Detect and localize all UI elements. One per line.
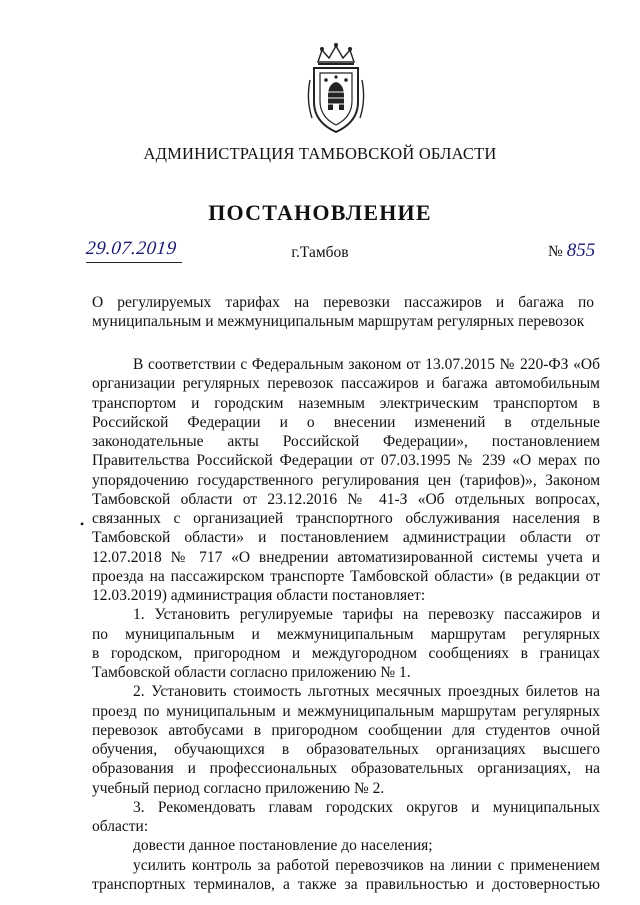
body-line: перевозок автобусами в пригородном сообщении для студентов очной: [92, 721, 600, 739]
body-line: 2. Установить стоимость льготных месячных проездных билетов на: [133, 683, 600, 701]
subject-line: муниципальным и межмуниципальным маршрутам регулярных перевозок: [92, 313, 585, 330]
organization-name: АДМИНИСТРАЦИЯ ТАМБОВСКОЙ ОБЛАСТИ: [143, 144, 497, 163]
document-type-title: ПОСТАНОВЛЕНИЕ: [208, 200, 432, 225]
body-line: проезд по муниципальным и межмуниципальным маршрутам регулярных: [92, 702, 600, 720]
document-subject: [92, 293, 594, 331]
body-line: Тамбовской области согласно приложению № 1.: [92, 664, 411, 681]
body-line: 3. Рекомендовать главам городских округов и муниципальных: [133, 798, 600, 816]
body-line: 1. Установить регулируемые тарифы на перевозку пассажиров и: [133, 606, 600, 624]
body-line: по муниципальным и межмуниципальным маршрутам регулярных: [92, 625, 600, 643]
date-underline: [86, 262, 182, 263]
body-line: области:: [92, 818, 149, 835]
subject-line: О регулируемых тарифах на перевозки пассажиров и багажа по: [92, 294, 594, 311]
document-number: [548, 240, 595, 262]
body-line: усилить контроль за работой перевозчиков на линии с применением: [133, 856, 600, 874]
number-value: 855: [566, 240, 596, 261]
body-line: учебный период согласно приложению № 2.: [92, 779, 385, 797]
number-label: №: [548, 243, 563, 260]
coat-of-arms-emblem: [296, 40, 376, 140]
body-line: Тамбовской области от 23.12.2016 № 41-З «Об отдельных вопросах,: [92, 490, 600, 508]
body-line: обучения, обучающихся в образовательных организациях высшего: [92, 741, 600, 758]
body-line: Тамбовской области» и постановлением администрации области от: [92, 529, 600, 547]
body-line: транспортом и городским наземным электрическим транспортом в: [92, 394, 600, 412]
body-line: связанных с организацией транспортного обслуживания населения в: [92, 510, 600, 527]
body-line: законодательные акты Российской Федерации», постановлением: [92, 433, 600, 450]
document-city: г.Тамбов: [291, 244, 349, 261]
body-line: довести данное постановление до населения;: [133, 837, 433, 855]
body-line: Правительства Российской Федерации от 07.03.1995 № 239 «О мерах по: [92, 452, 600, 470]
body-line: Российской Федерации и о внесении изменений в отдельные: [92, 413, 600, 431]
body-line: образования и профессиональных образовательных организациях, на: [92, 760, 600, 778]
body-line: упорядочению государственного регулирования цен (тарифов)», Законом: [92, 471, 600, 489]
body-line: В соответствии с Федеральным законом от 13.07.2015 № 220-ФЗ «Об: [133, 356, 600, 373]
body-line: организации регулярных перевозок пассажиров и багажа автомобильным: [92, 375, 600, 393]
body-line: 12.03.2019) администрация области постановляет:: [92, 587, 426, 604]
document-date: 29.07.2019: [84, 238, 178, 259]
body-line: проезда на пассажирском транспорте Тамбовской области» (в редакции от: [92, 567, 600, 585]
body-line: в городском, пригородном и междугородном сообщениях в границах: [92, 644, 600, 662]
body-line: транспортных терминалов, а также за правильностью и достоверностью: [92, 875, 600, 893]
document-body: [92, 355, 600, 894]
margin-mark: •: [80, 517, 85, 531]
body-line: 12.07.2018 № 717 «О внедрении автоматизированной системы учета и: [92, 548, 600, 566]
